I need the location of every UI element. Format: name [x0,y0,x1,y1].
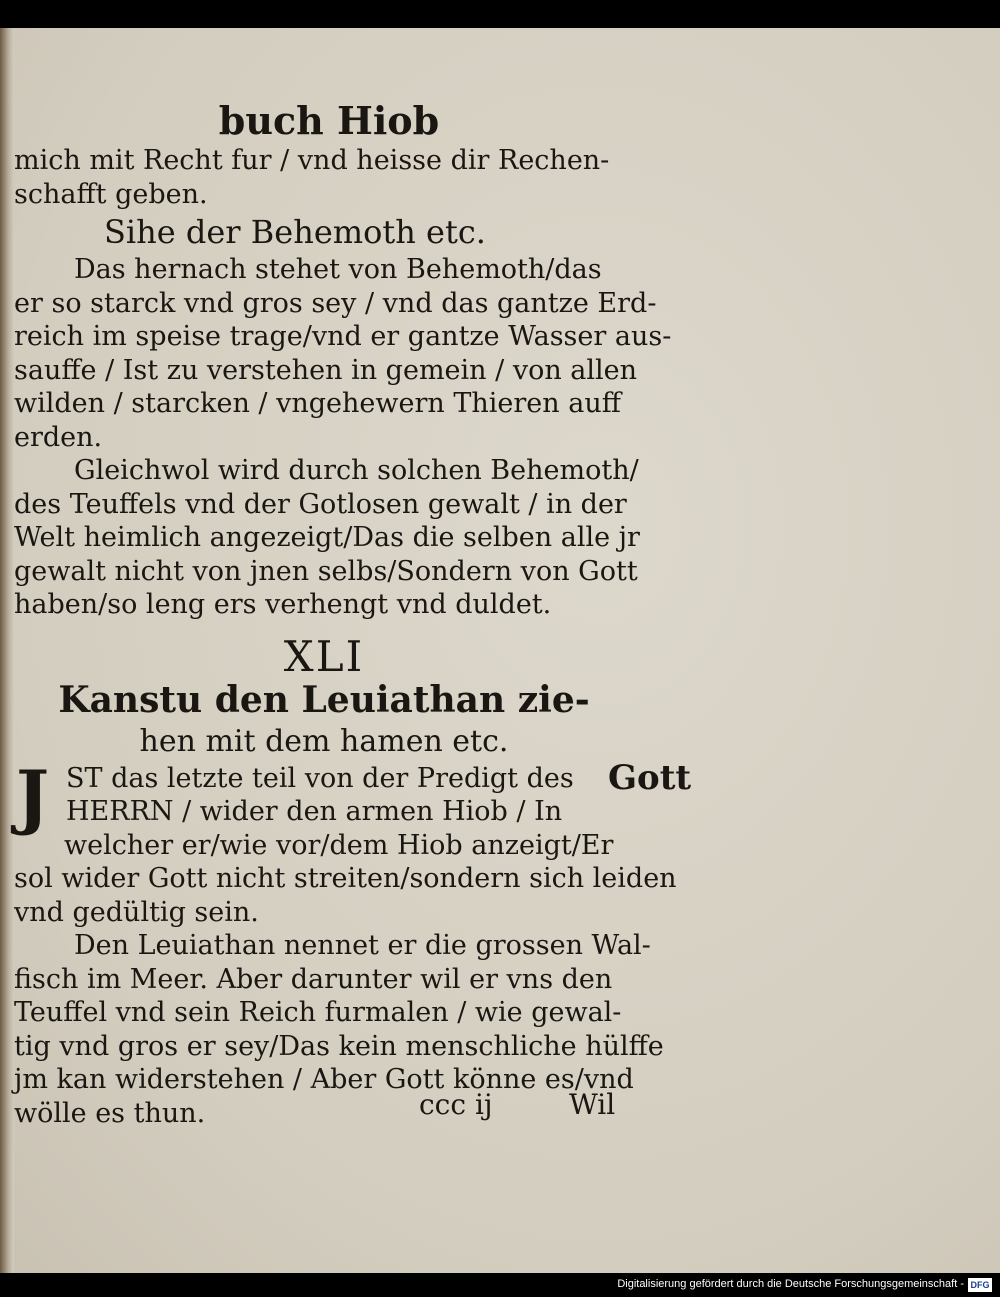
book-page [0,28,1000,1273]
text-line: sauffe / Ist zu verstehen in gemein / von allen [14,354,638,386]
text-line: wilden / starcken / vngehewern Thieren auff [14,388,621,419]
chapter-title: Kanstu den Leuiathan zie- [58,678,590,721]
catchword: Wil [569,1088,616,1121]
text-line: fisch im Meer. Aber darunter wil er vns den [14,963,613,995]
dropcap-paragraph [14,754,634,838]
chapter-subtitle: hen mit dem hamen etc. [139,723,509,759]
signature-mark: ccc ij [419,1088,493,1121]
text-line: des Teuffels vnd der Gotlosen gewalt / in der [14,488,627,520]
text-line: sol wider Gott nicht streiten/sondern sich leiden [14,863,677,894]
text-line: Den Leuiathan nennet er die grossen Wal- [74,930,651,961]
margin-note: Gott [608,758,692,798]
text-line: wölle es thun. [14,1097,206,1129]
text-line: gewalt nicht von jnen selbs/Sondern von Gott [14,555,638,587]
text-line: HERRN / wider den armen Hiob / In [66,796,563,827]
page-footer [14,1088,634,1124]
text-line: vnd gedültig sein. [14,896,259,928]
text-line: welcher er/wie vor/dem Hiob anzeigt/Er [64,829,614,861]
text-line: jm kan widerstehen / Aber Gott könne es/vnd [14,1064,634,1095]
text-block [14,98,677,1130]
text-line: Welt heimlich angezeigt/Das die selben alle jr [14,522,640,553]
text-line: mich mit Recht fur / vnd heisse dir Rechen- [14,145,610,176]
text-line: Gleichwol wird durch solchen Behemoth/ [74,455,639,486]
text-line: Das hernach stehet von Behemoth/das [74,254,602,285]
text-line: haben/so leng ers verhengt vnd duldet. [14,589,552,620]
digitization-credit: Digitalisierung gefördert durch die Deutsche Forschungsgemeinschaft - [617,1278,964,1290]
text-line: schafft geben. [14,178,208,210]
dropcap-letter: J [16,754,50,838]
chapter-number: XLI [283,631,365,681]
text-line: er so starck vnd gros sey / vnd das gantze Erd- [14,287,657,319]
running-head: buch Hiob [218,98,440,143]
text-line: Teuffel vnd sein Reich furmalen / wie gewal- [14,997,622,1028]
dfg-logo: DFG [968,1278,992,1292]
book-spine [0,28,14,1273]
subheading: Sihe der Behemoth etc. [104,213,486,251]
text-line: tig vnd gros er sey/Das kein menschliche hülffe [14,1030,664,1062]
text-line: reich im speise trage/vnd er gantze Wasser aus- [14,321,672,352]
text-line: erden. [14,421,103,453]
text-line: ST das letzte teil von der Predigt des [66,762,574,794]
